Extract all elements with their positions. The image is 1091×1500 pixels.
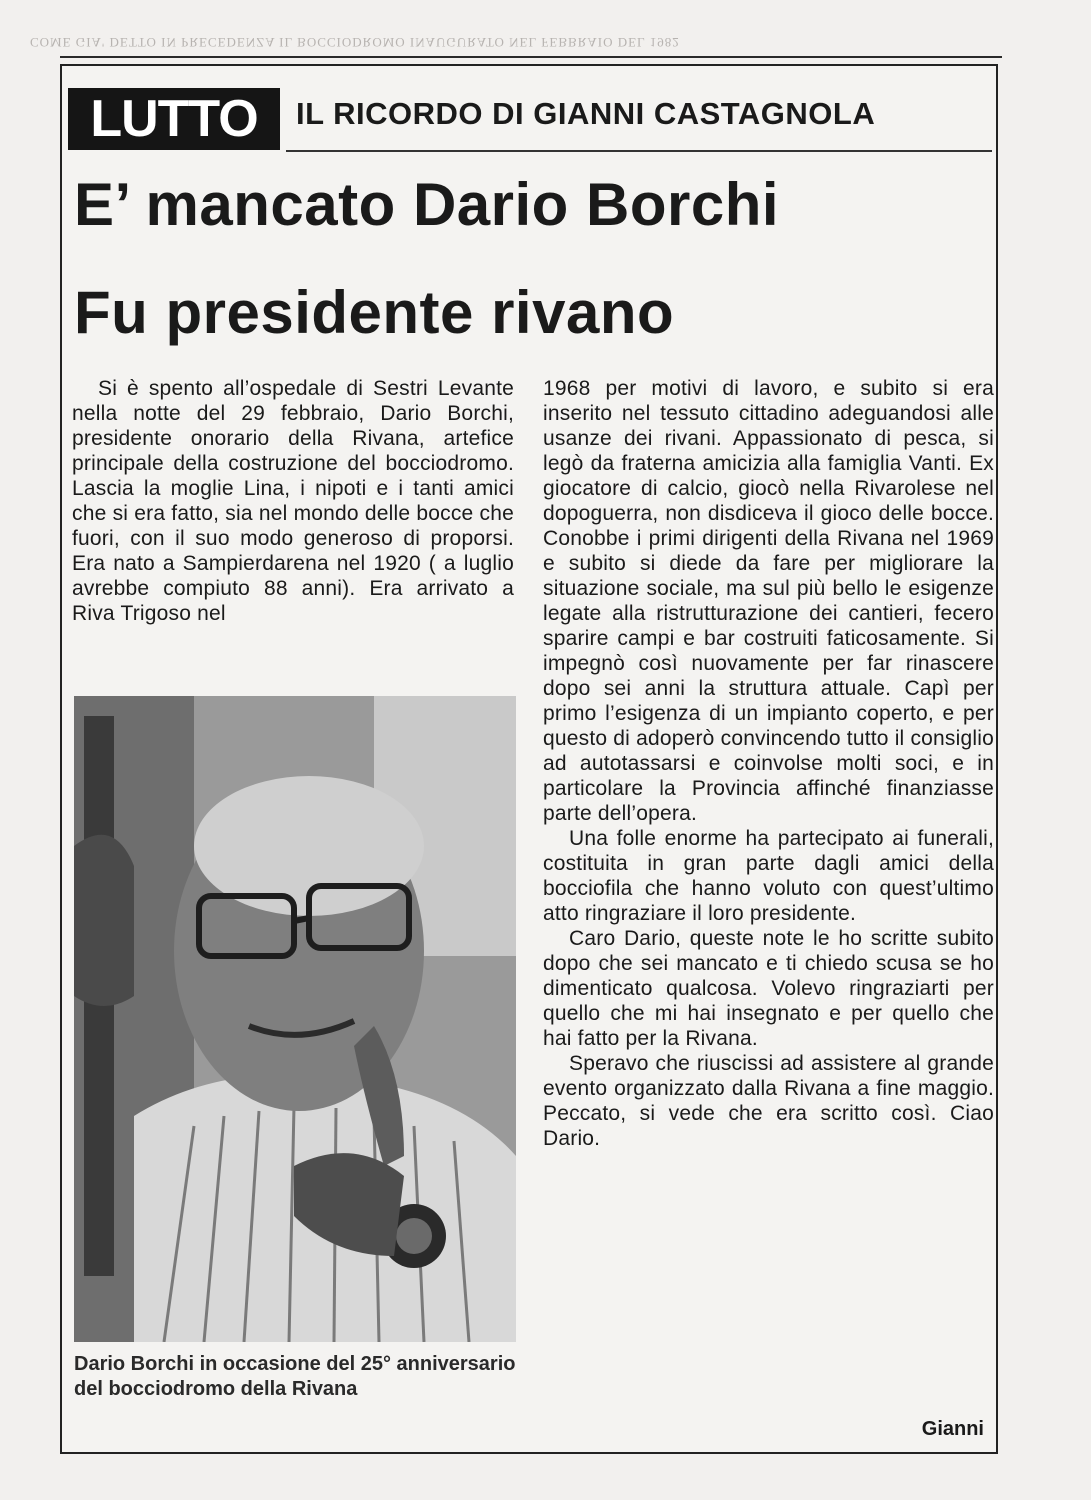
bleed-through-text: COME GIA' DETTO IN PRECEDENZA IL BOCCIODROMO INAUGURATO NEL FEBBRAIO DEL 1982	[30, 35, 680, 50]
photo-caption: Dario Borchi in occasione del 25° anniversario del bocciodromo della Rivana	[74, 1353, 516, 1400]
kicker-rule	[286, 150, 992, 152]
paragraph: Una folle enorme ha partecipato ai funerali, costituita in gran parte dagli amici della bocciofila che hanno voluto con quest’ultimo atto ringraziare il loro presidente.	[543, 827, 994, 925]
portrait-image	[74, 696, 516, 1342]
paragraph: Caro Dario, queste note le ho scritte subito dopo che sei mancato e ti chiedo scusa se ho dimenticato qualcosa. Volevo ringraziarti per quello che mi hai insegnato e per quello che hai fatto per la Rivana.	[543, 927, 994, 1050]
section-tag: LUTTO	[68, 88, 280, 150]
headline-line-1: E’ mancato Dario Borchi	[74, 171, 780, 238]
paragraph: 1968 per motivi di lavoro, e subito si era inserito nel tessuto cittadino adeguandosi alle usanze dei rivani. Appassionato di pesca, si legò da fraterna amicizia alla famiglia Vanti. Ex giocatore di calcio, giocò nella Rivarolese nel dopoguerra, non disdiceva il gioco delle bocce. Conobbe i primi dirigenti della Rivana nel 1969 e subito si diede da fare per migliorare la situazione sociale, ma sul più bello le esigenze legate alla ristrutturazione dei cantieri, fecero sparire campi e bar costruiti faticosamente. Si impegnò così nuovamente per far rinascere dopo sei anni la struttura attuale. Capì per primo l’esigenza di un impianto coperto, e per questo di adoperò convincendo tutto il consiglio ad autotassarsi e coinvolse molti soci, e in particolare la Provincia affinché finanziasse parte dell’opera.	[543, 377, 994, 825]
portrait-photo	[74, 696, 516, 1342]
left-column	[72, 376, 514, 626]
newspaper-clipping	[60, 64, 998, 1454]
headline-line-2: Fu presidente rivano	[74, 279, 675, 346]
author-signature: Gianni	[921, 1418, 984, 1440]
page-top-rule	[60, 56, 1002, 58]
paragraph: Speravo che riuscissi ad assistere al grande evento organizzato dalla Rivana a fine maggio. Peccato, si vede che era scritto così. Ciao Dario.	[543, 1052, 994, 1150]
kicker-text: IL RICORDO DI GIANNI CASTAGNOLA	[296, 96, 876, 131]
right-column	[543, 376, 994, 1151]
kicker-bar	[68, 88, 992, 154]
paragraph: Si è spento all’ospedale di Sestri Levante nella notte del 29 febbraio, Dario Borchi, presidente onorario della Rivana, artefice principale della costruzione del bocciodromo. Lascia la moglie Lina, i nipoti e i tanti amici che si era fatto, sia nel mondo delle bocce che fuori, con il suo modo generoso di proporsi. Era nato a Sampierdarena nel 1920 ( a luglio avrebbe compiuto 88 anni). Era arrivato a Riva Trigoso nel	[72, 377, 514, 625]
